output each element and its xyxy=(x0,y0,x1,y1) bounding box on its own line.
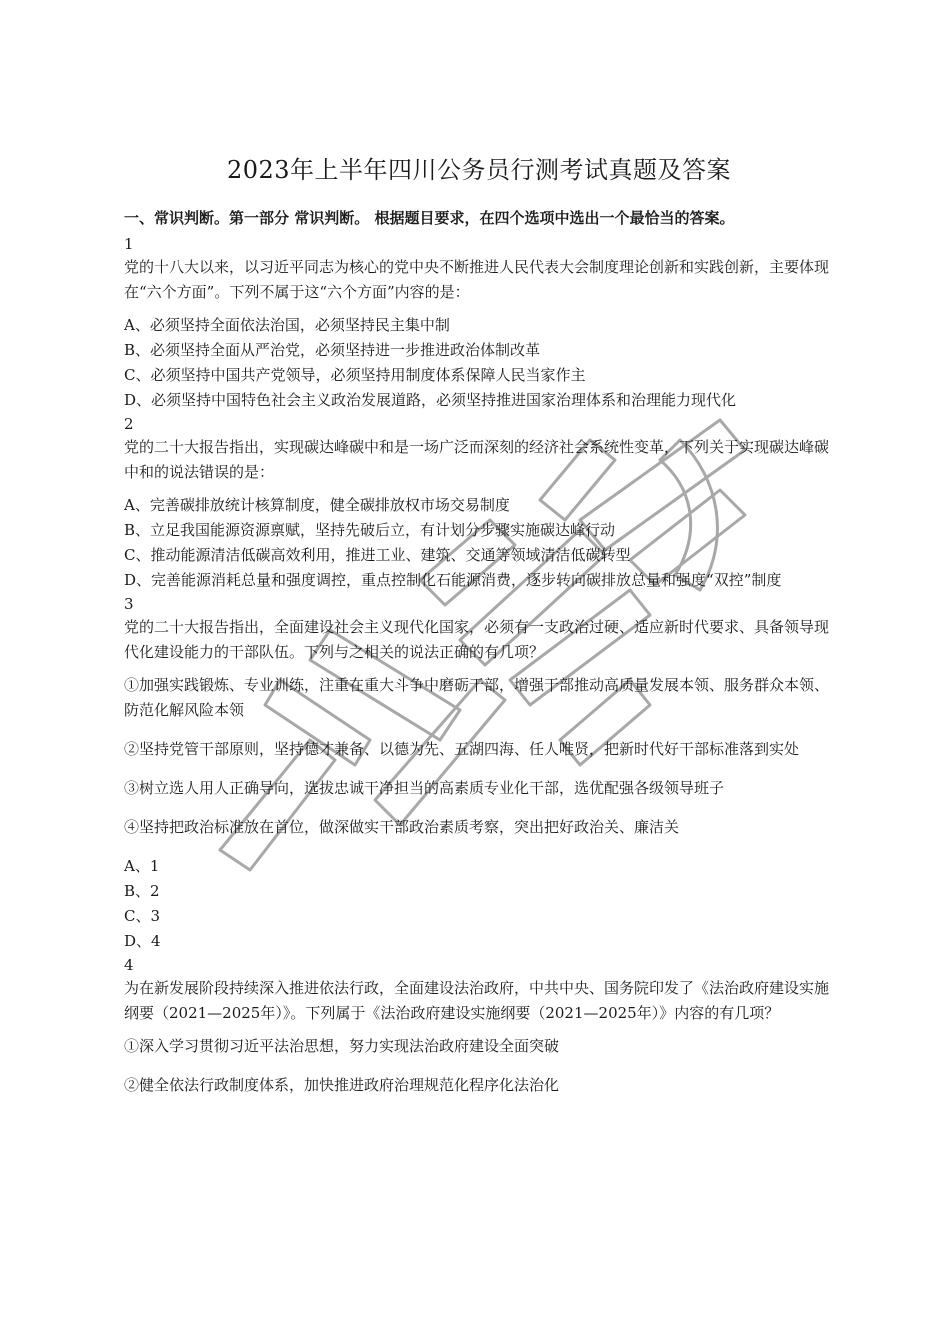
option-a: A、1 xyxy=(124,857,160,875)
option-d: D、必须坚持中国特色社会主义政治发展道路，必须坚持推进国家治理体系和治理能力现代化 xyxy=(124,391,737,409)
question-1 xyxy=(124,233,834,413)
question-stem: 党的二十大报告指出，实现碳达峰碳中和是一场广泛而深刻的经济社会系统性变革，下列关于实现碳达峰碳中和的说法错误的是： xyxy=(124,438,830,481)
option-a: A、必须坚持全面依法治国，必须坚持民主集中制 xyxy=(124,316,450,334)
question-stem: 为在新发展阶段持续深入推进依法行政，全面建设法治政府，中共中央、国务院印发了《法治政府建设实施纲要（2021—2025年）》。下列属于《法治政府建设实施纲要（2021—2025年）》内容的有几项？ xyxy=(124,979,830,1022)
statement-3: ③树立选人用人正确导向，选拔忠诚干净担当的高素质专业化干部，选优配强各级领导班子 xyxy=(124,779,725,797)
option-c: C、推动能源清洁低碳高效利用，推进工业、建筑、交通等领域清洁低碳转型 xyxy=(124,546,631,564)
document-title: 2023年上半年四川公务员行测考试真题及答案 xyxy=(226,156,732,184)
statement-2: ②健全依法行政制度体系，加快推进政府治理规范化程序化法治化 xyxy=(124,1076,560,1094)
option-c: C、必须坚持中国共产党领导，必须坚持用制度体系保障人民当家作主 xyxy=(124,366,586,384)
question-4 xyxy=(124,954,834,1098)
question-stem: 党的二十大报告指出，全面建设社会主义现代化国家，必须有一支政治过硬、适应新时代要求、具备领导现代化建设能力的干部队伍。下列与之相关的说法正确的有几项？ xyxy=(124,618,830,661)
option-d: D、完善能源消耗总量和强度调控，重点控制化石能源消费，逐步转向碳排放总量和强度“双控”制度 xyxy=(124,571,782,589)
option-b: B、2 xyxy=(124,882,160,900)
statement-2: ②坚持党管干部原则，坚持德才兼备、以德为先、五湖四海、任人唯贤，把新时代好干部标准落到实处 xyxy=(124,740,800,758)
document-page xyxy=(124,150,834,1112)
option-b: B、必须坚持全面从严治党，必须坚持进一步推进政治体制改革 xyxy=(124,341,541,359)
question-number: 3 xyxy=(124,595,134,613)
statement-4: ④坚持把政治标准放在首位，做深做实干部政治素质考察，突出把好政治关、廉洁关 xyxy=(124,818,680,836)
option-d: D、4 xyxy=(124,932,161,950)
statement-1: ①深入学习贯彻习近平法治思想，努力实现法治政府建设全面突破 xyxy=(124,1037,560,1055)
section-heading: 一、常识判断。第一部分 常识判断。 根据题目要求，在四个选项中选出一个最恰当的答案。 xyxy=(124,209,735,227)
statement-1: ①加强实践锻炼、专业训练，注重在重大斗争中磨砺干部，增强干部推动高质量发展本领、服务群众本领、防范化解风险本领 xyxy=(124,676,830,719)
option-b: B、立足我国能源资源禀赋，坚持先破后立，有计划分步骤实施碳达峰行动 xyxy=(124,521,616,539)
question-number: 2 xyxy=(124,415,134,433)
option-a: A、完善碳排放统计核算制度，健全碳排放权市场交易制度 xyxy=(124,496,510,514)
question-number: 1 xyxy=(124,235,134,253)
question-3 xyxy=(124,593,834,954)
question-2 xyxy=(124,413,834,593)
question-stem: 党的十八大以来，以习近平同志为核心的党中央不断推进人民代表大会制度理论创新和实践创新，主要体现在“六个方面”。下列不属于这“六个方面”内容的是： xyxy=(124,258,830,301)
option-c: C、3 xyxy=(124,907,161,925)
question-number: 4 xyxy=(124,956,134,974)
